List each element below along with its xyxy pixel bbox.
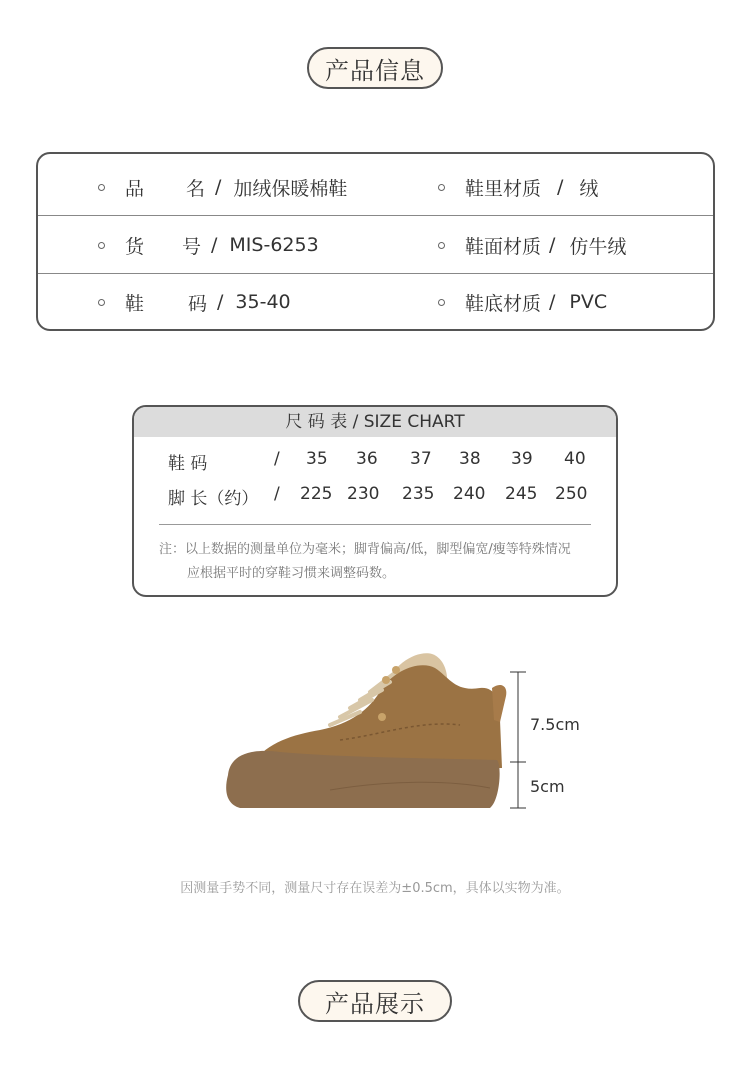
info-value: 仿牛绒 bbox=[569, 235, 627, 258]
info-label: 货号 bbox=[125, 235, 201, 258]
shoe-heel-tab bbox=[492, 685, 506, 722]
note-line: 注：以上数据的测量单位为毫米；脚背偏高/低，脚型偏宽/瘦等特殊情况 bbox=[159, 542, 571, 557]
section-title-text: 产品展示 bbox=[325, 989, 425, 1018]
separator: / bbox=[274, 484, 280, 504]
size-cell: 35 bbox=[306, 449, 328, 469]
length-cell: 250 bbox=[555, 484, 588, 504]
info-value: 加绒保暖棉鞋 bbox=[233, 177, 348, 200]
separator: / bbox=[215, 176, 222, 198]
measurement-disclaimer: 因测量手势不同，测量尺寸存在误差为±0.5cm，具体以实物为准。 bbox=[180, 881, 570, 896]
bullet-icon bbox=[438, 184, 445, 191]
info-value: 绒 bbox=[579, 177, 599, 200]
divider bbox=[159, 524, 591, 525]
sole-height-label: 5cm bbox=[530, 777, 565, 796]
length-cell: 230 bbox=[347, 484, 380, 504]
size-cell: 36 bbox=[356, 449, 378, 469]
note-line: 应根据平时的穿鞋习惯来调整码数。 bbox=[187, 566, 396, 581]
section-title-product-display bbox=[298, 980, 452, 1022]
size-chart-title: 尺 码 表 / SIZE CHART bbox=[134, 407, 616, 437]
info-cell-size bbox=[98, 289, 291, 316]
info-cell-upper bbox=[438, 232, 626, 259]
info-cell-sole bbox=[438, 289, 607, 316]
separator: / bbox=[274, 449, 280, 469]
info-label: 鞋面材质 bbox=[465, 235, 542, 258]
bullet-icon bbox=[438, 242, 445, 249]
length-cell: 245 bbox=[505, 484, 538, 504]
product-info-table bbox=[36, 152, 715, 331]
separator: / bbox=[211, 234, 218, 256]
size-row-label: 脚 长（约） bbox=[168, 489, 259, 509]
size-note bbox=[159, 538, 599, 586]
separator: / bbox=[549, 291, 556, 313]
info-value: 35-40 bbox=[235, 291, 291, 313]
info-label: 鞋码 bbox=[125, 292, 207, 315]
info-label: 品名 bbox=[125, 177, 205, 200]
info-value: PVC bbox=[569, 291, 608, 313]
section-title-text: 产品信息 bbox=[325, 56, 425, 85]
length-cell: 235 bbox=[402, 484, 435, 504]
shoe-image bbox=[210, 640, 590, 830]
size-cell: 37 bbox=[410, 449, 432, 469]
size-cell: 40 bbox=[564, 449, 586, 469]
upper-height-label: 7.5cm bbox=[530, 715, 580, 734]
bullet-icon bbox=[98, 184, 105, 191]
separator: / bbox=[217, 291, 224, 313]
shoe-sole bbox=[226, 751, 499, 808]
info-row bbox=[38, 215, 713, 274]
info-cell-lining bbox=[438, 174, 598, 201]
shoe-illustration bbox=[210, 640, 590, 830]
info-label: 鞋里材质 bbox=[465, 177, 542, 200]
bullet-icon bbox=[98, 299, 105, 306]
info-label: 鞋底材质 bbox=[465, 292, 542, 315]
length-cell: 225 bbox=[300, 484, 333, 504]
size-cell: 39 bbox=[511, 449, 533, 469]
info-row bbox=[38, 273, 713, 330]
section-title-product-info bbox=[307, 47, 443, 89]
separator: / bbox=[549, 234, 556, 256]
bullet-icon bbox=[98, 242, 105, 249]
info-value: MIS-6253 bbox=[229, 234, 319, 256]
size-chart bbox=[132, 405, 618, 597]
info-cell-sku bbox=[98, 232, 319, 259]
length-cell: 240 bbox=[453, 484, 486, 504]
size-cell: 38 bbox=[459, 449, 481, 469]
size-row-label: 鞋 码 bbox=[168, 454, 208, 474]
separator: / bbox=[557, 176, 564, 198]
info-cell-name bbox=[98, 174, 347, 201]
info-row bbox=[38, 158, 713, 216]
bullet-icon bbox=[438, 299, 445, 306]
measure-lines bbox=[510, 672, 526, 808]
